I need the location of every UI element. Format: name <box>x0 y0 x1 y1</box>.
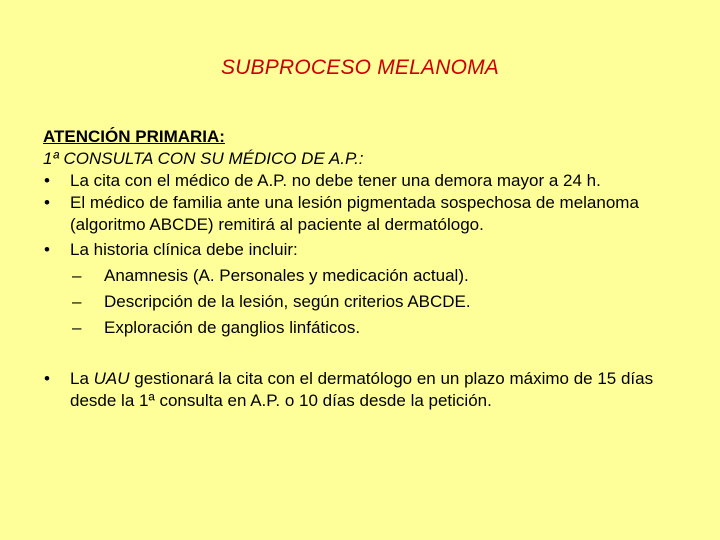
bullet-marker: • <box>44 240 50 259</box>
bullet-marker: • <box>44 193 50 212</box>
slide-content <box>43 126 703 412</box>
sub-bullet-list <box>43 265 703 339</box>
section-heading: ATENCIÓN PRIMARIA: <box>43 127 225 146</box>
spacer <box>43 339 703 368</box>
final-bullet-prefix: La <box>70 369 94 388</box>
slide-title: SUBPROCESO MELANOMA <box>220 56 500 79</box>
bullet-marker: • <box>44 171 50 190</box>
sub-bullet-item <box>43 291 703 313</box>
uau-emphasis: UAU <box>93 369 130 388</box>
sub-bullet-item <box>43 317 703 339</box>
dash-marker: – <box>72 292 82 311</box>
bullet-text: El médico de familia ante una lesión pigmentada sospechosa de melanoma (algoritmo ABCDE) remitirá al paciente al dermatólogo. <box>70 193 639 234</box>
dash-marker: – <box>72 266 82 285</box>
bullet-item <box>43 170 703 192</box>
subheading: 1ª CONSULTA CON SU MÉDICO DE A.P.: <box>43 149 364 168</box>
final-bullet-text <box>70 368 703 412</box>
bullet-item <box>43 192 703 236</box>
dash-marker: – <box>72 318 82 337</box>
sub-bullet-text: Exploración de ganglios linfáticos. <box>104 318 361 337</box>
final-bullet-rest: gestionará la cita con el dermatólogo en un plazo máximo de 15 días desde la 1ª consulta en A.P. o 10 días desde la petición. <box>70 369 654 410</box>
sub-bullet-text: Anamnesis (A. Personales y medicación actual). <box>104 266 469 285</box>
sub-bullet-item <box>43 265 703 287</box>
bullet-marker: • <box>44 369 50 388</box>
sub-bullet-text: Descripción de la lesión, según criterios ABCDE. <box>104 292 471 311</box>
bullet-item-final <box>43 368 703 412</box>
bullet-item <box>43 239 703 261</box>
bullet-text: La cita con el médico de A.P. no debe tener una demora mayor a 24 h. <box>70 171 601 190</box>
bullet-text: La historia clínica debe incluir: <box>70 240 298 259</box>
